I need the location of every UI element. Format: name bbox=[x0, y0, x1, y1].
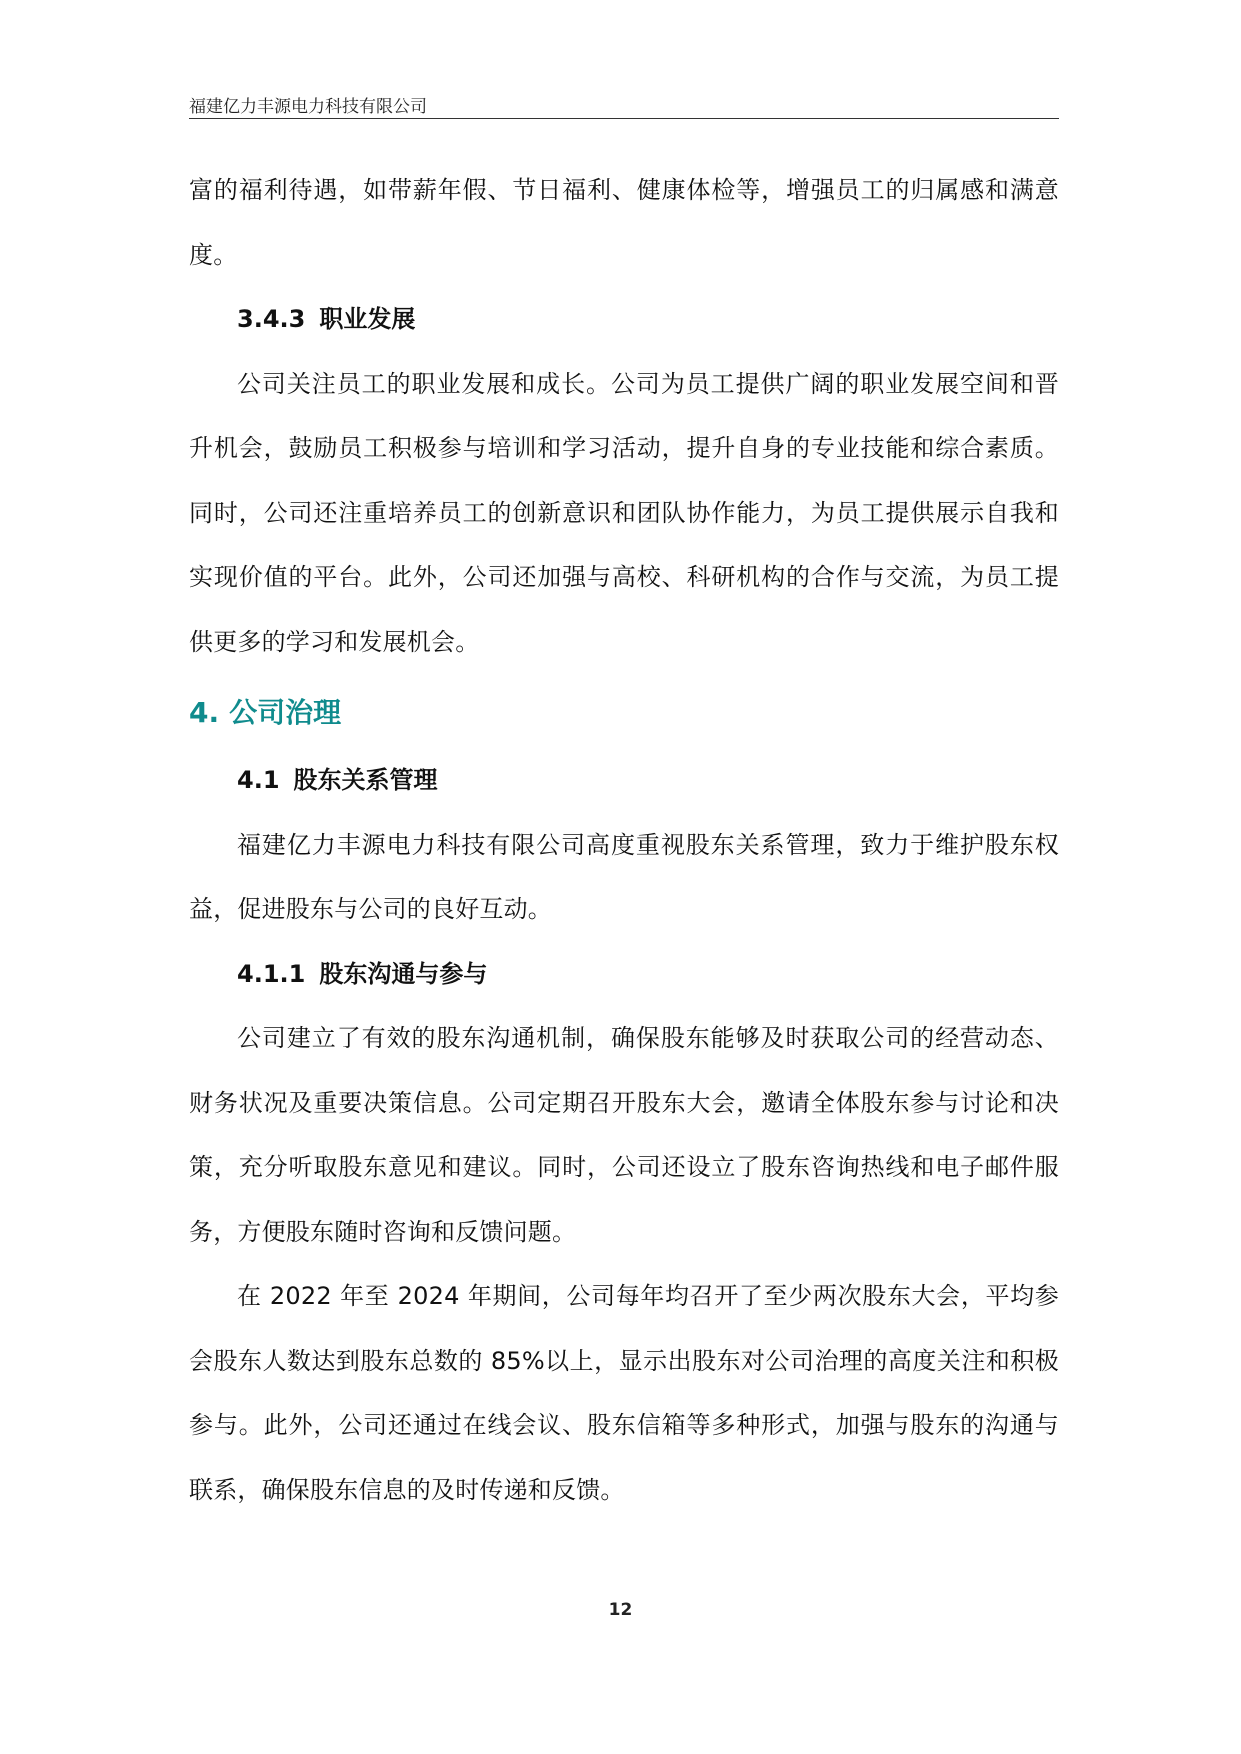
paragraph-shareholder-meetings: 在 2022 年至 2024 年期间，公司每年均召开了至少两次股东大会，平均参会股东人数达到股东总数的 85%以上，显示出股东对公司治理的高度关注和积极参与。此外，公司还通过在线会议、股东信箱等多种形式，加强与股东的沟通与联系，确保股东信息的及时传递和反馈。 bbox=[189, 1282, 1059, 1504]
document-body bbox=[189, 158, 1059, 1522]
heading-4-corporate-governance bbox=[189, 678, 1059, 748]
page-header bbox=[189, 88, 1059, 119]
heading-number: 4. bbox=[189, 696, 220, 729]
heading-title: 职业发展 bbox=[319, 305, 416, 333]
paragraph-career-development: 公司关注员工的职业发展和成长。公司为员工提供广阔的职业发展空间和晋升机会，鼓励员工积极参与培训和学习活动，提升自身的专业技能和综合素质。同时，公司还注重培养员工的创新意识和团队协作能力，为员工提供展示自我和实现价值的平台。此外，公司还加强与高校、科研机构的合作与交流，为员工提供更多的学习和发展机会。 bbox=[189, 369, 1059, 656]
paragraph-shareholder-relations: 福建亿力丰源电力科技有限公司高度重视股东关系管理，致力于维护股东权益，促进股东与公司的良好互动。 bbox=[189, 830, 1059, 923]
paragraph-welfare-continued: 富的福利待遇，如带薪年假、节日福利、健康体检等，增强员工的归属感和满意度。 bbox=[189, 176, 1059, 269]
heading-title: 股东沟通与参与 bbox=[319, 959, 488, 988]
heading-title: 股东关系管理 bbox=[293, 766, 438, 794]
heading-number: 3.4.3 bbox=[237, 305, 306, 333]
page-number: 12 bbox=[608, 1600, 633, 1620]
paragraph-shareholder-communication: 公司建立了有效的股东沟通机制，确保股东能够及时获取公司的经营动态、财务状况及重要决策信息。公司定期召开股东大会，邀请全体股东参与讨论和决策，充分听取股东意见和建议。同时，公司还设立了股东咨询热线和电子邮件服务，方便股东随时咨询和反馈问题。 bbox=[189, 1024, 1059, 1246]
heading-number: 4.1 bbox=[237, 766, 280, 794]
heading-4-1-1 bbox=[189, 942, 1059, 1007]
heading-title: 公司治理 bbox=[229, 696, 342, 729]
heading-number: 4.1.1 bbox=[237, 959, 306, 988]
heading-3-4-3 bbox=[189, 287, 1059, 352]
heading-4-1 bbox=[189, 748, 1059, 813]
header-company-name: 福建亿力丰源电力科技有限公司 bbox=[189, 97, 427, 117]
